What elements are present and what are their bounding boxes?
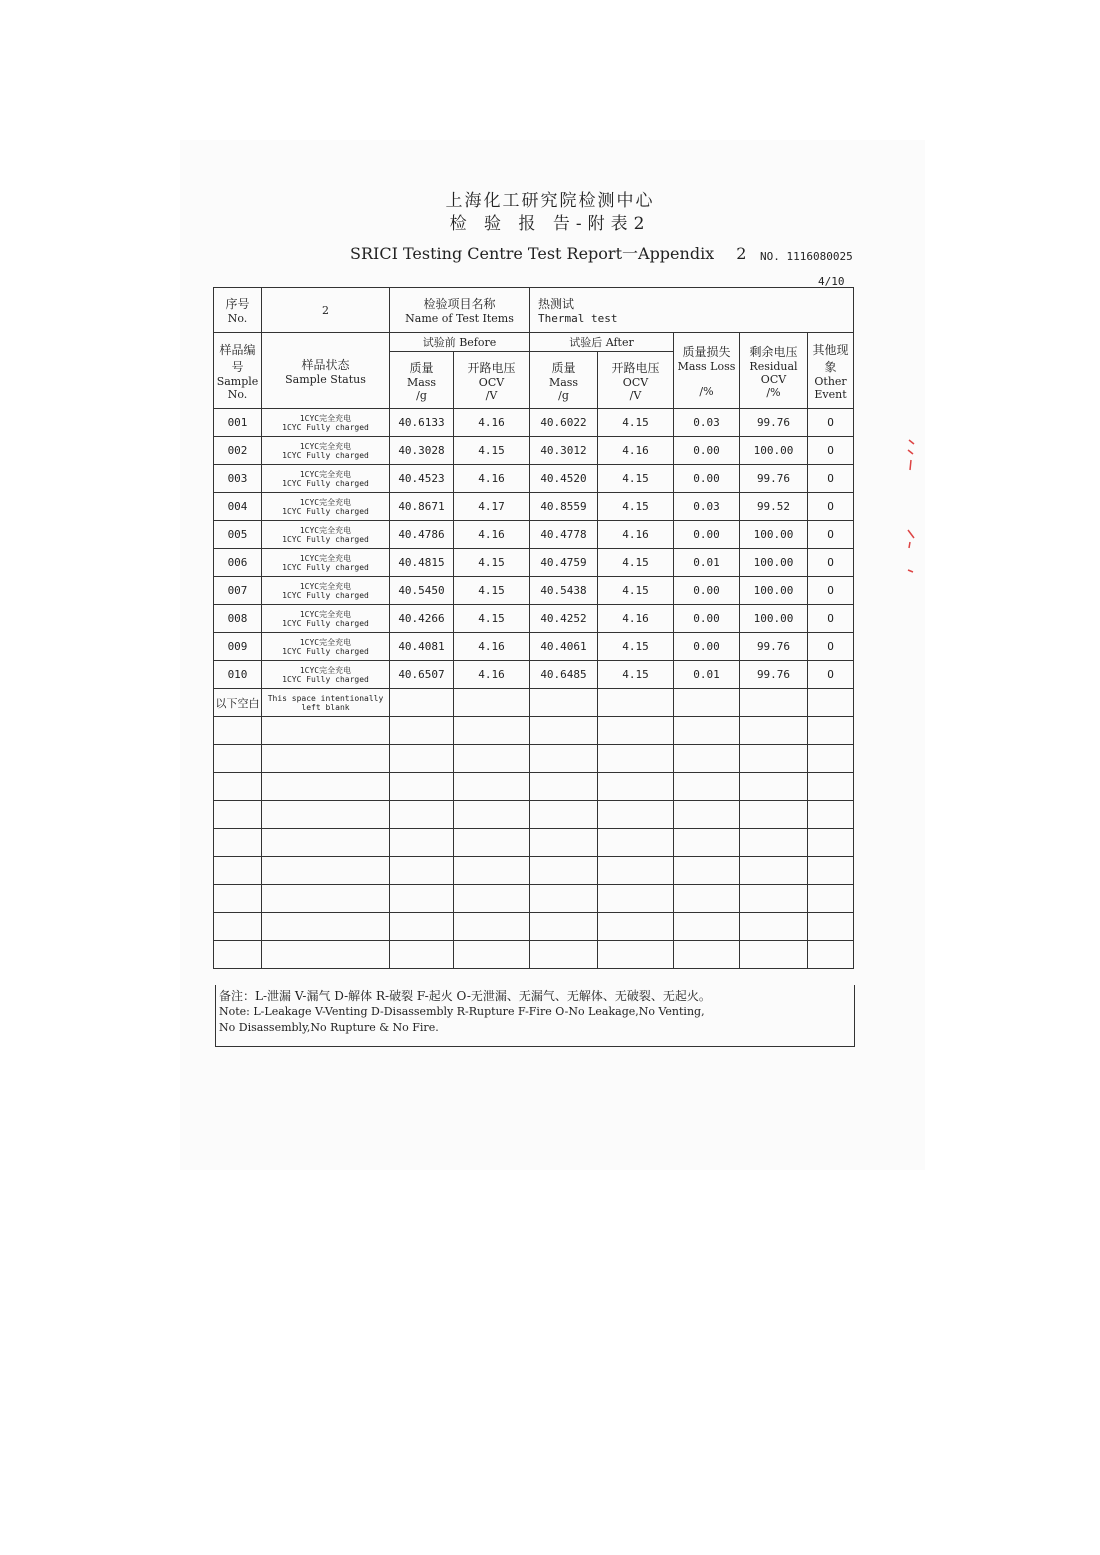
empty-row [214,829,854,857]
ocv-after-en: OCV [622,375,649,389]
mass-before: 40.4786 [390,521,454,549]
page-number: 4/10 [818,275,845,288]
mass-after: 40.4759 [530,549,598,577]
mass-loss: 0.00 [674,633,740,661]
mass-after: 40.3012 [530,437,598,465]
mass-before-unit: /g [416,388,427,402]
ocv-before-cn: 开路电压 [467,360,516,375]
note-box [215,985,855,1047]
table-row [214,465,854,493]
ocv-after: 4.15 [598,409,674,437]
residual-ocv: 99.76 [740,465,808,493]
table-row [214,549,854,577]
ocv-before: 4.17 [454,493,530,521]
before-header [390,333,530,352]
table-row [214,577,854,605]
note-cn: 备注：L-泄漏 V-漏气 D-解体 R-破裂 F-起火 O-无泄漏、无漏气、无解体、无破裂、无起火。 [219,989,711,1003]
mass-loss: 0.01 [674,661,740,689]
test-name-cn: 热测试 [538,297,575,311]
sample-no: 006 [214,549,262,577]
mass-loss: 0.01 [674,549,740,577]
sample-status-en: 1CYC Fully charged [282,506,369,516]
sample-status [262,521,390,549]
ocv-after: 4.16 [598,437,674,465]
empty-row [214,913,854,941]
ocv-after: 4.15 [598,549,674,577]
status-header-cn: 样品状态 [301,357,350,372]
blank-label-cn: 以下空白 [214,689,262,717]
sample-status [262,605,390,633]
table-row [214,437,854,465]
mass-after-en: Mass [548,375,579,389]
residual-ocv: 99.76 [740,633,808,661]
table-row [214,661,854,689]
sample-status-en: 1CYC Fully charged [282,618,369,628]
ocv-before-unit: /V [485,388,498,402]
mass-after: 40.4061 [530,633,598,661]
mass-after-unit: /g [558,388,569,402]
ocv-before: 4.15 [454,549,530,577]
sample-status-cn: 1CYC完全充电 [299,441,352,451]
sample-status [262,661,390,689]
residual-ocv: 100.00 [740,605,808,633]
residual-header [740,333,808,409]
mass-before-en: Mass [406,375,437,389]
ocv-before: 4.16 [454,633,530,661]
sample-no: 003 [214,465,262,493]
sample-status [262,549,390,577]
sample-status-en: 1CYC Fully charged [282,450,369,460]
other-event: O [808,437,854,465]
other-event: O [808,605,854,633]
residual-ocv: 99.76 [740,409,808,437]
table-row [214,521,854,549]
after-cn: 试验后 [569,336,603,349]
ocv-before: 4.15 [454,437,530,465]
sample-status-cn: 1CYC完全充电 [299,609,352,619]
empty-row [214,745,854,773]
before-cn: 试验前 [422,336,456,349]
ocv-after: 4.16 [598,521,674,549]
mass-loss: 0.03 [674,409,740,437]
sample-status-cn: 1CYC完全充电 [299,637,352,647]
sample-no: 009 [214,633,262,661]
other-event: O [808,633,854,661]
seq-label-en: No. [227,312,248,325]
ocv-before: 4.16 [454,661,530,689]
org-name-cn: 上海化工研究院检测中心 [445,191,655,211]
ocv-before: 4.16 [454,465,530,493]
mass-loss: 0.00 [674,605,740,633]
other-event: O [808,577,854,605]
sample-no: 001 [214,409,262,437]
mass-after-header [530,352,598,409]
seq-label-cell [214,288,262,333]
ocv-after: 4.15 [598,493,674,521]
ocv-before: 4.15 [454,577,530,605]
residual-ocv: 100.00 [740,549,808,577]
empty-row [214,773,854,801]
mass-loss-header [674,333,740,409]
after-en: After [605,336,634,349]
mass-loss: 0.03 [674,493,740,521]
residual-ocv: 100.00 [740,577,808,605]
report-title-en-text: SRICI Testing Centre Test Report一Appendix [350,244,715,263]
sample-status-cn: 1CYC完全充电 [299,665,352,675]
mass-before: 40.4815 [390,549,454,577]
red-stamp-fragment [905,430,917,580]
empty-row [214,941,854,969]
mass-before: 40.5450 [390,577,454,605]
note-en-line1: Note: L-Leakage V-Venting D-Disassembly R-Rupture F-Fire O-No Leakage,No Venting, [219,1005,705,1018]
mass-before: 40.6507 [390,661,454,689]
residual-unit: /% [766,385,781,399]
other-en: Other Event [814,374,847,401]
ocv-after-unit: /V [629,388,642,402]
sample-no: 005 [214,521,262,549]
sample-no: 002 [214,437,262,465]
table-subheader-row [214,333,854,352]
other-event: O [808,409,854,437]
mass-before: 40.3028 [390,437,454,465]
mass-before: 40.8671 [390,493,454,521]
empty-row [214,717,854,745]
residual-ocv: 99.76 [740,661,808,689]
sample-no: 008 [214,605,262,633]
mass-after-cn: 质量 [551,360,576,375]
mass-before-cn: 质量 [409,360,434,375]
mass-after: 40.8559 [530,493,598,521]
empty-row [214,857,854,885]
residual-ocv: 99.52 [740,493,808,521]
mass-after: 40.4252 [530,605,598,633]
appendix-number: 2 [736,244,747,263]
mass-loss-unit: /% [699,385,714,398]
report-number: NO. 1116080025 [760,250,853,263]
table-row [214,493,854,521]
other-cn: 其他现象 [812,342,849,374]
residual-cn: 剩余电压 [749,344,798,359]
note-en-line2: No Disassembly,No Rupture & No Fire. [219,1021,439,1034]
sample-status [262,633,390,661]
mass-before-header [390,352,454,409]
results-table [213,287,854,969]
ocv-after: 4.15 [598,661,674,689]
seq-label-cn: 序号 [225,297,250,311]
table-row [214,409,854,437]
sample-status-cn: 1CYC完全充电 [299,553,352,563]
mass-before: 40.4266 [390,605,454,633]
sample-no-cn: 样品编号 [219,342,256,374]
mass-after: 40.4778 [530,521,598,549]
table-row [214,633,854,661]
residual-ocv: 100.00 [740,437,808,465]
sample-status-en: 1CYC Fully charged [282,590,369,600]
seq-value: 2 [262,288,390,333]
sample-status [262,493,390,521]
blank-label-en: This space intentionally left blank [262,689,390,717]
mass-before: 40.4523 [390,465,454,493]
residual-ocv: 100.00 [740,521,808,549]
empty-row [214,801,854,829]
ocv-before-header [454,352,530,409]
before-en: Before [459,336,497,349]
sample-status-en: 1CYC Fully charged [282,646,369,656]
table-row [214,605,854,633]
other-event: O [808,661,854,689]
report-title-en [350,241,746,264]
sample-status-en: 1CYC Fully charged [282,422,369,432]
mass-before: 40.4081 [390,633,454,661]
mass-after: 40.5438 [530,577,598,605]
mass-loss: 0.00 [674,437,740,465]
ocv-before: 4.16 [454,521,530,549]
ocv-after-cn: 开路电压 [611,360,660,375]
ocv-before-en: OCV [478,375,505,389]
test-name-en: Thermal test [538,312,618,325]
status-header-en: Sample Status [285,372,366,386]
ocv-after: 4.15 [598,465,674,493]
ocv-after-header [598,352,674,409]
test-item-label-en: Name of Test Items [405,312,514,325]
other-event: O [808,493,854,521]
test-item-label-cn: 检验项目名称 [423,297,496,311]
ocv-after: 4.16 [598,605,674,633]
mass-after: 40.6485 [530,661,598,689]
status-header [262,333,390,409]
sample-status-cn: 1CYC完全充电 [299,525,352,535]
empty-row [214,885,854,913]
after-header [530,333,674,352]
blank-rows [214,717,854,969]
sample-no: 004 [214,493,262,521]
sample-status-en: 1CYC Fully charged [282,674,369,684]
table-header-row [214,288,854,333]
mass-loss-cn: 质量损失 [682,345,731,359]
sample-no-en: Sample No. [216,374,259,401]
sample-status [262,577,390,605]
mass-loss-en: Mass Loss [677,360,736,373]
residual-en: Residual OCV [749,359,798,386]
sample-status-en: 1CYC Fully charged [282,478,369,488]
mass-after: 40.4520 [530,465,598,493]
ocv-after: 4.15 [598,633,674,661]
sample-status-cn: 1CYC完全充电 [299,497,352,507]
other-header [808,333,854,409]
ocv-after: 4.15 [598,577,674,605]
other-event: O [808,465,854,493]
sample-status-en: 1CYC Fully charged [282,534,369,544]
sample-status [262,409,390,437]
mass-after: 40.6022 [530,409,598,437]
test-name-cell [530,288,854,333]
mass-loss: 0.00 [674,521,740,549]
sample-no: 010 [214,661,262,689]
mass-loss: 0.00 [674,465,740,493]
mass-loss: 0.00 [674,577,740,605]
sample-status-en: 1CYC Fully charged [282,562,369,572]
mass-before: 40.6133 [390,409,454,437]
sample-no: 007 [214,577,262,605]
report-title-cn: 检 验 报 告-附表2 [449,214,651,234]
sample-status [262,437,390,465]
other-event: O [808,521,854,549]
blank-label-row [214,689,854,717]
sample-status [262,465,390,493]
ocv-before: 4.16 [454,409,530,437]
sample-status-cn: 1CYC完全充电 [299,413,352,423]
test-item-label-cell [390,288,530,333]
ocv-before: 4.15 [454,605,530,633]
sample-no-header [214,333,262,409]
sample-status-cn: 1CYC完全充电 [299,581,352,591]
other-event: O [808,549,854,577]
data-rows [214,409,854,689]
sample-status-cn: 1CYC完全充电 [299,469,352,479]
